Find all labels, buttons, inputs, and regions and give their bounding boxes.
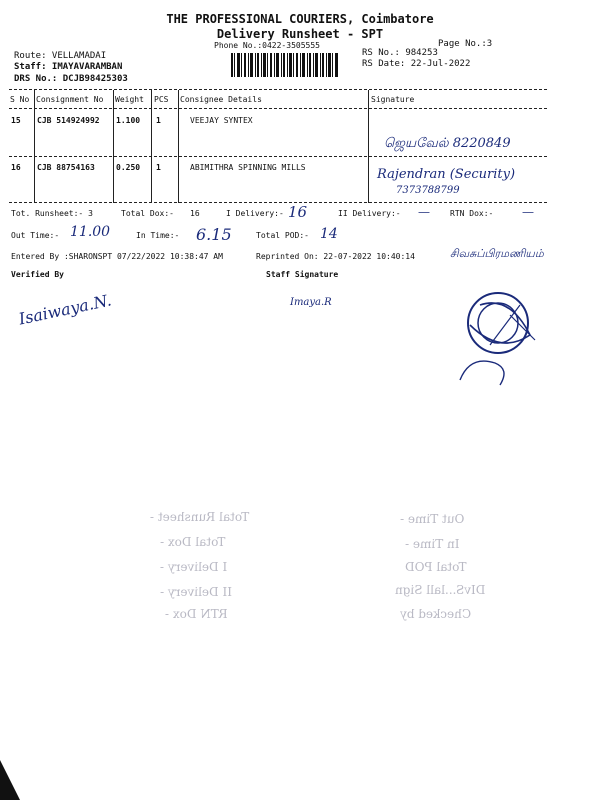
col-sno: S No (10, 95, 30, 104)
ghost-text: II Delivery - (160, 585, 232, 599)
reprinted-on: Reprinted On: 22-07-2022 10:40:14 (256, 252, 415, 261)
out-time-value: 11.00 (70, 224, 111, 240)
company-name: THE PROFESSIONAL COURIERS, Coimbatore (166, 12, 434, 26)
column-rule (368, 90, 369, 203)
total-dox-value: 16 (190, 209, 200, 218)
row-weight: 0.250 (116, 163, 141, 172)
row-consignee: ABIMITHRA SPINNING MILLS (190, 163, 306, 172)
ii-delivery-label: II Delivery:- (338, 209, 401, 218)
out-time-label: Out Time:- (11, 231, 60, 240)
total-pod-value: 14 (320, 226, 338, 242)
verified-signature: Isaiwaya.N. (17, 290, 114, 329)
rs-date: RS Date: 22-Jul-2022 (362, 59, 471, 69)
in-time-value: 6.15 (196, 225, 232, 244)
tot-runsheet: Tot. Runsheet:- 3 (11, 209, 93, 218)
in-time-label: In Time:- (136, 231, 180, 240)
row-pcs: 1 (156, 116, 161, 125)
row-weight: 1.100 (116, 116, 141, 125)
i-delivery-value: 16 (288, 203, 308, 221)
column-rule (113, 90, 114, 203)
row-signature: Rajendran (Security) (377, 167, 516, 182)
verified-by-label: Verified By (11, 270, 64, 279)
ghost-text: Out Time - (400, 512, 465, 526)
ghost-text: Checked by (400, 607, 472, 621)
col-signature: Signature (371, 95, 415, 104)
total-dox-label: Total Dox:- (121, 209, 174, 218)
column-rule (178, 90, 179, 203)
row-sno: 15 (11, 116, 21, 125)
i-delivery-label: I Delivery:- (226, 209, 284, 218)
rtn-dox-label: RTN Dox:- (450, 209, 494, 218)
row-signature-phone: 7373788799 (396, 185, 460, 196)
divider (9, 156, 547, 157)
entered-by: Entered By :SHARONSPT 07/22/2022 10:38:47 AM (11, 252, 223, 261)
page-number: Page No.:3 (438, 39, 493, 49)
stamp-icon (450, 285, 545, 395)
ghost-text: Total Runsheet - (150, 510, 250, 524)
phone-number: Phone No.:0422-3505555 (214, 41, 320, 50)
col-consignee: Consignee Details (180, 95, 262, 104)
row-sno: 16 (11, 163, 21, 172)
staff-signature: Imaya.R (290, 297, 332, 308)
staff-name: Staff: IMAYAVARAMBAN (14, 62, 123, 72)
col-weight: Weight (115, 95, 144, 104)
staff-signature-label: Staff Signature (266, 270, 339, 279)
row-consignment: CJB 88754163 (37, 163, 95, 172)
scan-edge-shadow (0, 760, 20, 800)
document-title: Delivery Runsheet - SPT (216, 27, 384, 41)
row-consignee: VEEJAY SYNTEX (190, 116, 253, 125)
col-pcs: PCS (154, 95, 169, 104)
barcode-image (231, 53, 338, 77)
divider (9, 89, 547, 90)
drs-number: DRS No.: DCJB98425303 (14, 74, 128, 84)
ii-delivery-value: — (418, 205, 430, 219)
divider (9, 108, 547, 109)
tamil-signature: சிவசுப்பிரமணியம் (450, 247, 544, 260)
row-consignment: CJB 514924992 (37, 116, 100, 125)
col-consignment: Consignment No (36, 95, 104, 104)
divider (9, 202, 547, 203)
ghost-text: I Delivery - (160, 560, 228, 574)
route: Route: VELLAMADAI (14, 51, 107, 61)
total-pod-label: Total POD:- (256, 231, 309, 240)
column-rule (151, 90, 152, 203)
ghost-text: Total Dox - (160, 535, 226, 549)
column-rule (34, 90, 35, 203)
row-pcs: 1 (156, 163, 161, 172)
ghost-text: RTN Dox - (165, 607, 228, 621)
rs-number: RS No.: 984253 (362, 48, 438, 58)
ghost-text: DIvS...lall Sign (395, 583, 486, 597)
ghost-text: In Time - (405, 537, 460, 551)
row-signature: ஜெயவேல் 8220849 (384, 136, 511, 151)
rtn-dox-value: — (522, 205, 534, 219)
ghost-text: Total POD (405, 560, 467, 574)
